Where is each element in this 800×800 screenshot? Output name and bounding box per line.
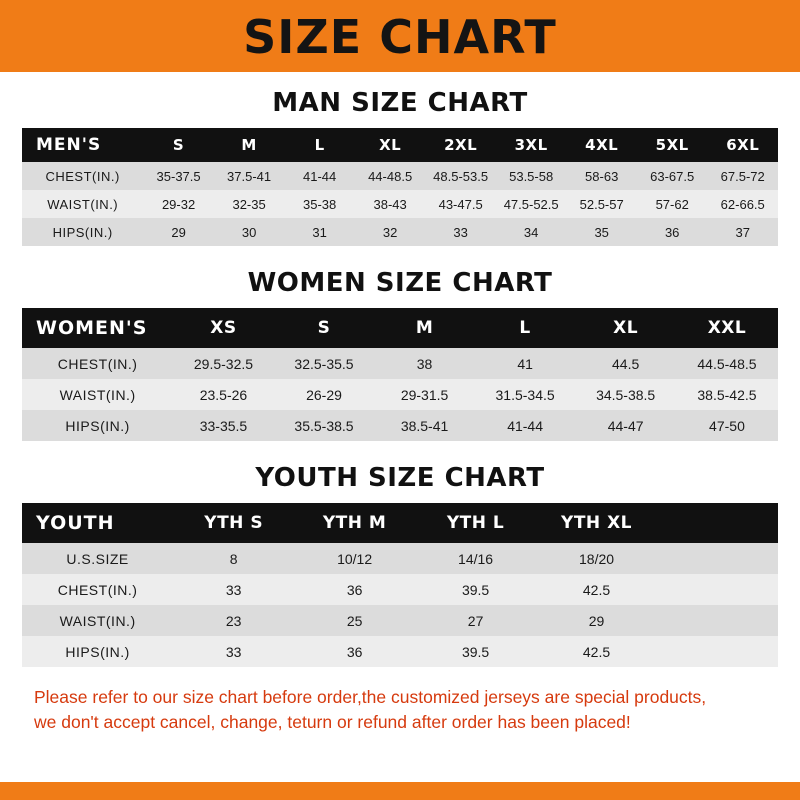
column-header: YTH L bbox=[415, 503, 536, 543]
cell: 34 bbox=[496, 218, 567, 246]
table-header-row bbox=[22, 308, 778, 348]
table-row bbox=[22, 162, 778, 190]
row-label: HIPS(IN.) bbox=[22, 636, 173, 667]
cell: 58-63 bbox=[566, 162, 637, 190]
cell: 36 bbox=[294, 574, 415, 605]
column-header: XS bbox=[173, 308, 274, 348]
cell: 35.5-38.5 bbox=[274, 410, 375, 441]
cell bbox=[657, 543, 778, 574]
column-header: YOUTH bbox=[22, 503, 173, 543]
cell: 25 bbox=[294, 605, 415, 636]
cell: 31 bbox=[284, 218, 355, 246]
row-label: WAIST(IN.) bbox=[22, 605, 173, 636]
cell: 29.5-32.5 bbox=[173, 348, 274, 379]
cell bbox=[657, 605, 778, 636]
cell: 33 bbox=[425, 218, 496, 246]
cell: 44-47 bbox=[575, 410, 676, 441]
table-row bbox=[22, 605, 778, 636]
men-section-title: MAN SIZE CHART bbox=[272, 88, 528, 118]
cell: 31.5-34.5 bbox=[475, 379, 576, 410]
cell: 29-32 bbox=[143, 190, 214, 218]
header-banner bbox=[0, 0, 800, 72]
cell: 14/16 bbox=[415, 543, 536, 574]
column-header: S bbox=[143, 128, 214, 162]
cell: 52.5-57 bbox=[566, 190, 637, 218]
page-title: SIZE CHART bbox=[243, 10, 557, 64]
cell: 29 bbox=[536, 605, 657, 636]
column-header: M bbox=[214, 128, 285, 162]
cell: 37 bbox=[707, 218, 778, 246]
row-label: CHEST(IN.) bbox=[22, 348, 173, 379]
notice-line-1: Please refer to our size chart before order,the customized jerseys are special products, bbox=[34, 687, 707, 707]
cell: 63-67.5 bbox=[637, 162, 708, 190]
table-row bbox=[22, 218, 778, 246]
cell: 32 bbox=[355, 218, 426, 246]
cell: 35-37.5 bbox=[143, 162, 214, 190]
cell bbox=[657, 636, 778, 667]
cell: 29 bbox=[143, 218, 214, 246]
cell: 48.5-53.5 bbox=[425, 162, 496, 190]
women-section-title: WOMEN SIZE CHART bbox=[247, 268, 553, 298]
cell: 36 bbox=[294, 636, 415, 667]
women-size-table bbox=[22, 308, 778, 441]
cell: 30 bbox=[214, 218, 285, 246]
column-header: 5XL bbox=[637, 128, 708, 162]
cell: 43-47.5 bbox=[425, 190, 496, 218]
cell: 53.5-58 bbox=[496, 162, 567, 190]
column-header: WOMEN'S bbox=[22, 308, 173, 348]
table-row bbox=[22, 574, 778, 605]
column-header: XXL bbox=[676, 308, 778, 348]
row-label: HIPS(IN.) bbox=[22, 218, 143, 246]
order-notice bbox=[34, 685, 766, 736]
cell: 57-62 bbox=[637, 190, 708, 218]
cell: 23 bbox=[173, 605, 294, 636]
column-header: 3XL bbox=[496, 128, 567, 162]
cell bbox=[657, 574, 778, 605]
cell: 23.5-26 bbox=[173, 379, 274, 410]
row-label: WAIST(IN.) bbox=[22, 379, 173, 410]
cell: 47.5-52.5 bbox=[496, 190, 567, 218]
cell: 67.5-72 bbox=[707, 162, 778, 190]
column-header: YTH M bbox=[294, 503, 415, 543]
cell: 38.5-41 bbox=[374, 410, 475, 441]
cell: 18/20 bbox=[536, 543, 657, 574]
content-area bbox=[0, 88, 800, 736]
cell: 41-44 bbox=[284, 162, 355, 190]
cell: 44.5 bbox=[575, 348, 676, 379]
column-header: XL bbox=[355, 128, 426, 162]
men-size-table bbox=[22, 128, 778, 246]
cell: 36 bbox=[637, 218, 708, 246]
cell: 32-35 bbox=[214, 190, 285, 218]
cell: 38.5-42.5 bbox=[676, 379, 778, 410]
cell: 42.5 bbox=[536, 574, 657, 605]
cell: 27 bbox=[415, 605, 536, 636]
cell: 62-66.5 bbox=[707, 190, 778, 218]
cell: 35-38 bbox=[284, 190, 355, 218]
footer-bar bbox=[0, 782, 800, 800]
table-row bbox=[22, 410, 778, 441]
column-header: M bbox=[374, 308, 475, 348]
cell: 33-35.5 bbox=[173, 410, 274, 441]
cell: 33 bbox=[173, 574, 294, 605]
column-header: YTH S bbox=[173, 503, 294, 543]
table-row bbox=[22, 348, 778, 379]
youth-section-title: YOUTH SIZE CHART bbox=[255, 463, 545, 493]
cell: 32.5-35.5 bbox=[274, 348, 375, 379]
table-row bbox=[22, 636, 778, 667]
row-label: CHEST(IN.) bbox=[22, 574, 173, 605]
column-header bbox=[657, 503, 778, 543]
notice-line-2: we don't accept cancel, change, teturn or refund after order has been placed! bbox=[34, 712, 631, 733]
cell: 41 bbox=[475, 348, 576, 379]
row-label: CHEST(IN.) bbox=[22, 162, 143, 190]
table-row bbox=[22, 190, 778, 218]
cell: 35 bbox=[566, 218, 637, 246]
cell: 44.5-48.5 bbox=[676, 348, 778, 379]
row-label: U.S.SIZE bbox=[22, 543, 173, 574]
table-header-row bbox=[22, 503, 778, 543]
cell: 8 bbox=[173, 543, 294, 574]
row-label: WAIST(IN.) bbox=[22, 190, 143, 218]
column-header: L bbox=[284, 128, 355, 162]
column-header: YTH XL bbox=[536, 503, 657, 543]
cell: 47-50 bbox=[676, 410, 778, 441]
cell: 29-31.5 bbox=[374, 379, 475, 410]
cell: 26-29 bbox=[274, 379, 375, 410]
cell: 38 bbox=[374, 348, 475, 379]
table-row bbox=[22, 543, 778, 574]
cell: 44-48.5 bbox=[355, 162, 426, 190]
column-header: XL bbox=[575, 308, 676, 348]
table-header-row bbox=[22, 128, 778, 162]
youth-size-table bbox=[22, 503, 778, 667]
cell: 42.5 bbox=[536, 636, 657, 667]
column-header: 2XL bbox=[425, 128, 496, 162]
cell: 34.5-38.5 bbox=[575, 379, 676, 410]
cell: 38-43 bbox=[355, 190, 426, 218]
cell: 41-44 bbox=[475, 410, 576, 441]
cell: 10/12 bbox=[294, 543, 415, 574]
cell: 39.5 bbox=[415, 574, 536, 605]
column-header: 6XL bbox=[707, 128, 778, 162]
table-row bbox=[22, 379, 778, 410]
cell: 33 bbox=[173, 636, 294, 667]
column-header: L bbox=[475, 308, 576, 348]
column-header: 4XL bbox=[566, 128, 637, 162]
row-label: HIPS(IN.) bbox=[22, 410, 173, 441]
column-header: S bbox=[274, 308, 375, 348]
cell: 39.5 bbox=[415, 636, 536, 667]
column-header: MEN'S bbox=[22, 128, 143, 162]
cell: 37.5-41 bbox=[214, 162, 285, 190]
